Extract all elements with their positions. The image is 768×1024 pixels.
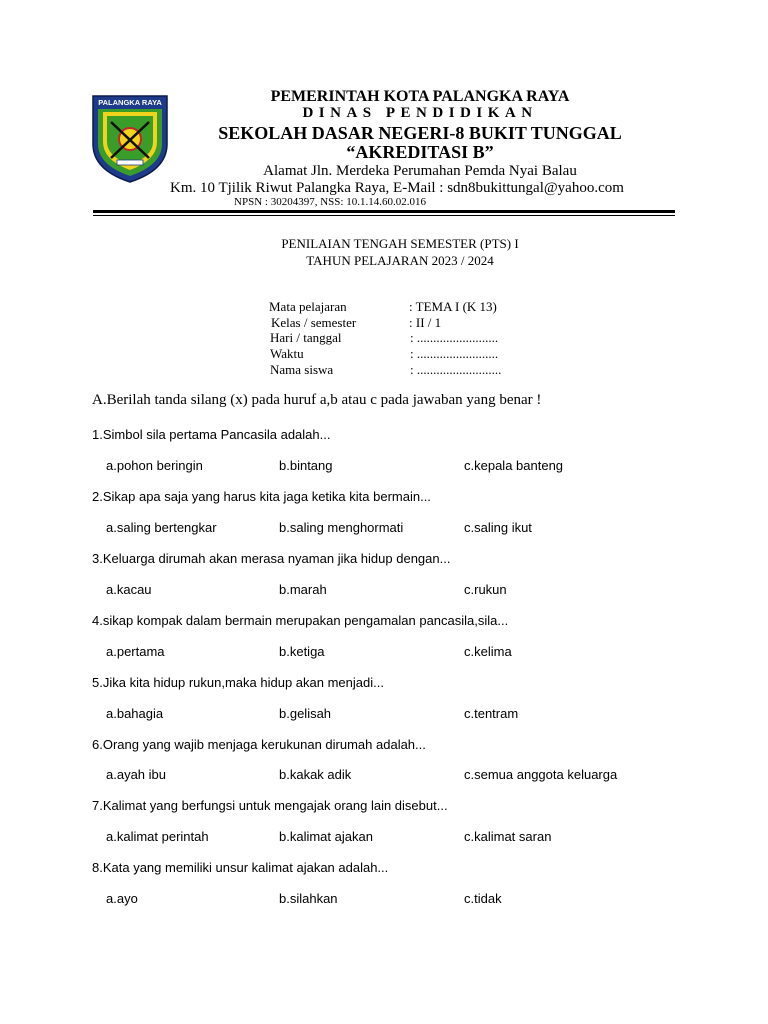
info-label: Mata pelajaran: [269, 299, 347, 314]
option-c: c.semua anggota keluarga: [464, 767, 618, 782]
option-a: a.ayah ibu: [106, 767, 166, 782]
question-1: 1.Simbol sila pertama Pancasila adalah...: [92, 427, 331, 442]
option-b: b.kakak adik: [279, 767, 352, 782]
option-a: a.kalimat perintah: [106, 829, 209, 844]
department-name: DINAS PENDIDIKAN: [302, 105, 538, 121]
logo-text: PALANGKA RAYA: [98, 98, 162, 107]
info-value: : II / 1: [409, 315, 442, 330]
info-label: Kelas / semester: [271, 315, 357, 330]
info-value: : .........................: [410, 346, 499, 361]
option-b: b.bintang: [279, 458, 333, 473]
option-a: a.ayo: [106, 891, 138, 906]
option-c: c.kepala banteng: [464, 458, 564, 473]
info-label: Hari / tanggal: [270, 330, 342, 345]
option-b: b.saling menghormati: [279, 520, 404, 535]
option-a: a.bahagia: [106, 706, 164, 721]
option-a: a.pertama: [106, 644, 165, 659]
option-b: b.marah: [279, 582, 327, 597]
address-line-2: Km. 10 Tjilik Riwut Palangka Raya, E-Mail : sdn8bukittungal@yahoo.com: [170, 180, 624, 196]
info-label: Nama siswa: [270, 362, 334, 377]
school-name: SEKOLAH DASAR NEGERI-8 BUKIT TUNGGAL: [218, 123, 622, 143]
option-c: c.tentram: [464, 706, 519, 721]
option-c: c.kelima: [464, 644, 512, 659]
header-rule-thick: [93, 210, 675, 213]
question-8: 8.Kata yang memiliki unsur kalimat ajakan adalah...: [92, 860, 389, 875]
option-a: a.saling bertengkar: [106, 520, 217, 535]
option-b: b.silahkan: [279, 891, 338, 906]
option-c: c.rukun: [464, 582, 507, 597]
npsn-nss: NPSN : 30204397, NSS: 10.1.14.60.02.016: [234, 196, 426, 208]
question-5: 5.Jika kita hidup rukun,maka hidup akan menjadi...: [92, 675, 384, 690]
question-7: 7.Kalimat yang berfungsi untuk mengajak orang lain disebut...: [92, 798, 448, 813]
question-3: 3.Keluarga dirumah akan merasa nyaman jika hidup dengan...: [92, 551, 451, 566]
option-a: a.pohon beringin: [106, 458, 203, 473]
question-4: 4.sikap kompak dalam bermain merupakan pengamalan pancasila,sila...: [92, 613, 509, 628]
question-2: 2.Sikap apa saja yang harus kita jaga ketika kita bermain...: [92, 489, 431, 504]
option-c: c.saling ikut: [464, 520, 532, 535]
option-a: a.kacau: [106, 582, 152, 597]
accreditation: “AKREDITASI B”: [346, 142, 494, 162]
option-c: c.tidak: [464, 891, 502, 906]
question-6: 6.Orang yang wajib menjaga kerukunan dirumah adalah...: [92, 737, 426, 752]
option-b: b.kalimat ajakan: [279, 829, 373, 844]
option-c: c.kalimat saran: [464, 829, 552, 844]
address-line-1: Alamat Jln. Merdeka Perumahan Pemda Nyai Balau: [263, 163, 577, 179]
exam-title: PENILAIAN TENGAH SEMESTER (PTS) I: [281, 236, 519, 251]
info-label: Waktu: [270, 346, 304, 361]
info-value: : ..........................: [410, 362, 502, 377]
gov-name: PEMERINTAH KOTA PALANGKA RAYA: [270, 88, 570, 105]
header-rule-thin: [93, 215, 675, 216]
option-b: b.ketiga: [279, 644, 325, 659]
info-value: : .........................: [410, 330, 499, 345]
option-b: b.gelisah: [279, 706, 332, 721]
info-value: : TEMA I (K 13): [409, 299, 497, 314]
instruction: A.Berilah tanda silang (x) pada huruf a,b atau c pada jawaban yang benar !: [92, 392, 542, 408]
palangka-raya-emblem-icon: [89, 92, 171, 184]
exam-year: TAHUN PELAJARAN 2023 / 2024: [306, 253, 494, 268]
